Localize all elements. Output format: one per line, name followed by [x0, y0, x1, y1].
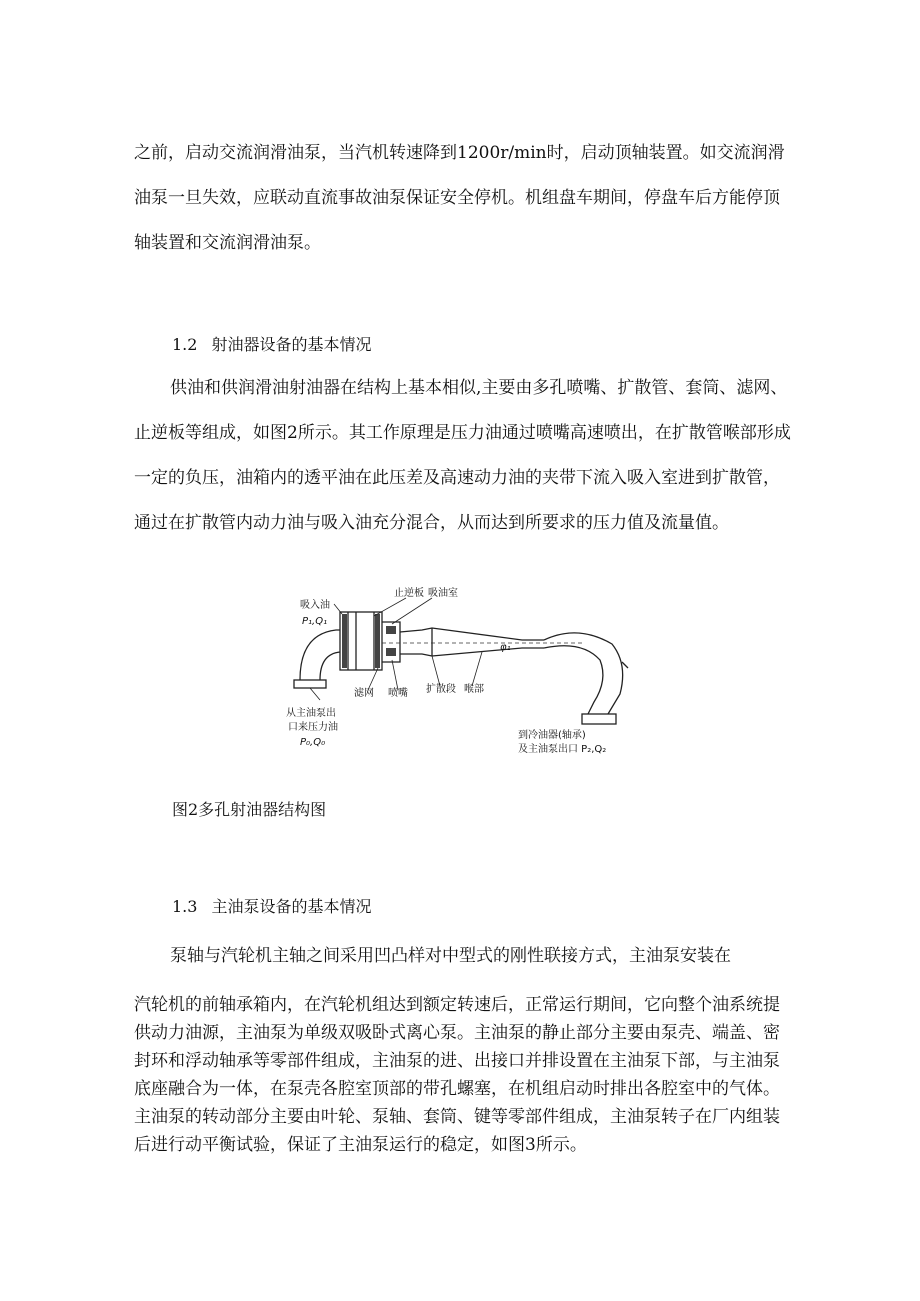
paragraph-ejector-description	[134, 366, 791, 546]
label-to-cooler-1: 到冷油器(轴承)	[518, 730, 586, 741]
label-from-main-pump-1: 从主油泵出	[286, 708, 336, 719]
label-diffuser: 扩散段	[426, 684, 456, 695]
label-throat: 喉部	[464, 684, 484, 695]
label-phi: φ₁	[500, 642, 511, 653]
text-line: 汽轮机的前轴承箱内，在汽轮机组达到额定转速后，正常运行期间，它向整个油系统提	[134, 995, 780, 1015]
paragraph-main-pump-description	[134, 991, 786, 1159]
paragraph-main-pump-intro	[134, 934, 786, 979]
text-line: 油泵一旦失效，应联动直流事故油泵保证安全停机。机组盘车期间，停盘车后方能停顶	[134, 188, 780, 208]
label-strainer: 滤网	[354, 688, 374, 699]
text-line: 供油和供润滑油射油器在结构上基本相似,主要由多孔喷嘴、扩散管、套筒、滤网、	[170, 378, 788, 398]
label-suction-chamber: 吸油室	[428, 588, 458, 599]
text-line: 通过在扩散管内动力油与吸入油充分混合，从而达到所要求的压力值及流量值。	[134, 513, 729, 533]
label-from-main-pump-pq: P₀,Q₀	[300, 737, 326, 748]
section-title: 主油泵设备的基本情况	[211, 897, 372, 916]
text-line: 泵轴与汽轮机主轴之间采用凹凸样对中型式的刚性联接方式，主油泵安装在	[170, 946, 731, 966]
ejector-diagram	[282, 582, 642, 758]
label-from-main-pump-2: 口来压力油	[288, 722, 338, 733]
section-heading-1-2	[172, 333, 371, 357]
figure-caption: 图2多孔射油器结构图	[172, 800, 327, 819]
label-suction-oil: 吸入油	[300, 600, 330, 611]
text-line: 主油泵的转动部分主要由叶轮、泵轴、套筒、键等零部件组成，主油泵转子在厂内组装	[134, 1107, 780, 1127]
text-line: 封环和浮动轴承等零部件组成，主油泵的进、出接口并排设置在主油泵下部，与主油泵	[134, 1051, 780, 1071]
section-number: 1.3	[172, 897, 198, 916]
section-heading-1-3	[172, 895, 371, 919]
text-line: 一定的负压，油箱内的透平油在此压差及高速动力油的夹带下流入吸入室进到扩散管，	[134, 468, 780, 488]
label-check-plate: 止逆板	[394, 588, 424, 599]
text-line: 轴装置和交流润滑油泵。	[134, 233, 321, 253]
text-line: 之前，启动交流润滑油泵，当汽机转速降到1200r/min时，启动顶轴装置。如交流润滑	[134, 143, 785, 163]
label-nozzle: 喷嘴	[388, 688, 408, 699]
label-to-cooler-2: 及主油泵出口 P₂,Q₂	[518, 744, 607, 755]
ejector-structure-figure	[282, 582, 642, 758]
text-line: 后进行动平衡试验，保证了主油泵运行的稳定，如图3所示。	[134, 1135, 587, 1155]
text-line: 止逆板等组成，如图2所示。其工作原理是压力油通过喷嘴高速喷出，在扩散管喉部形成	[134, 423, 791, 443]
text-line: 底座融合为一体，在泵壳各腔室顶部的带孔螺塞，在机组启动时排出各腔室中的气体。	[134, 1079, 780, 1099]
section-title: 射油器设备的基本情况	[211, 335, 372, 354]
label-suction-oil-pq: P₁,Q₁	[302, 616, 328, 627]
section-number: 1.2	[172, 335, 198, 354]
paragraph-continuation	[134, 131, 786, 266]
text-line: 供动力油源，主油泵为单级双吸卧式离心泵。主油泵的静止部分主要由泵壳、端盖、密	[134, 1023, 780, 1043]
